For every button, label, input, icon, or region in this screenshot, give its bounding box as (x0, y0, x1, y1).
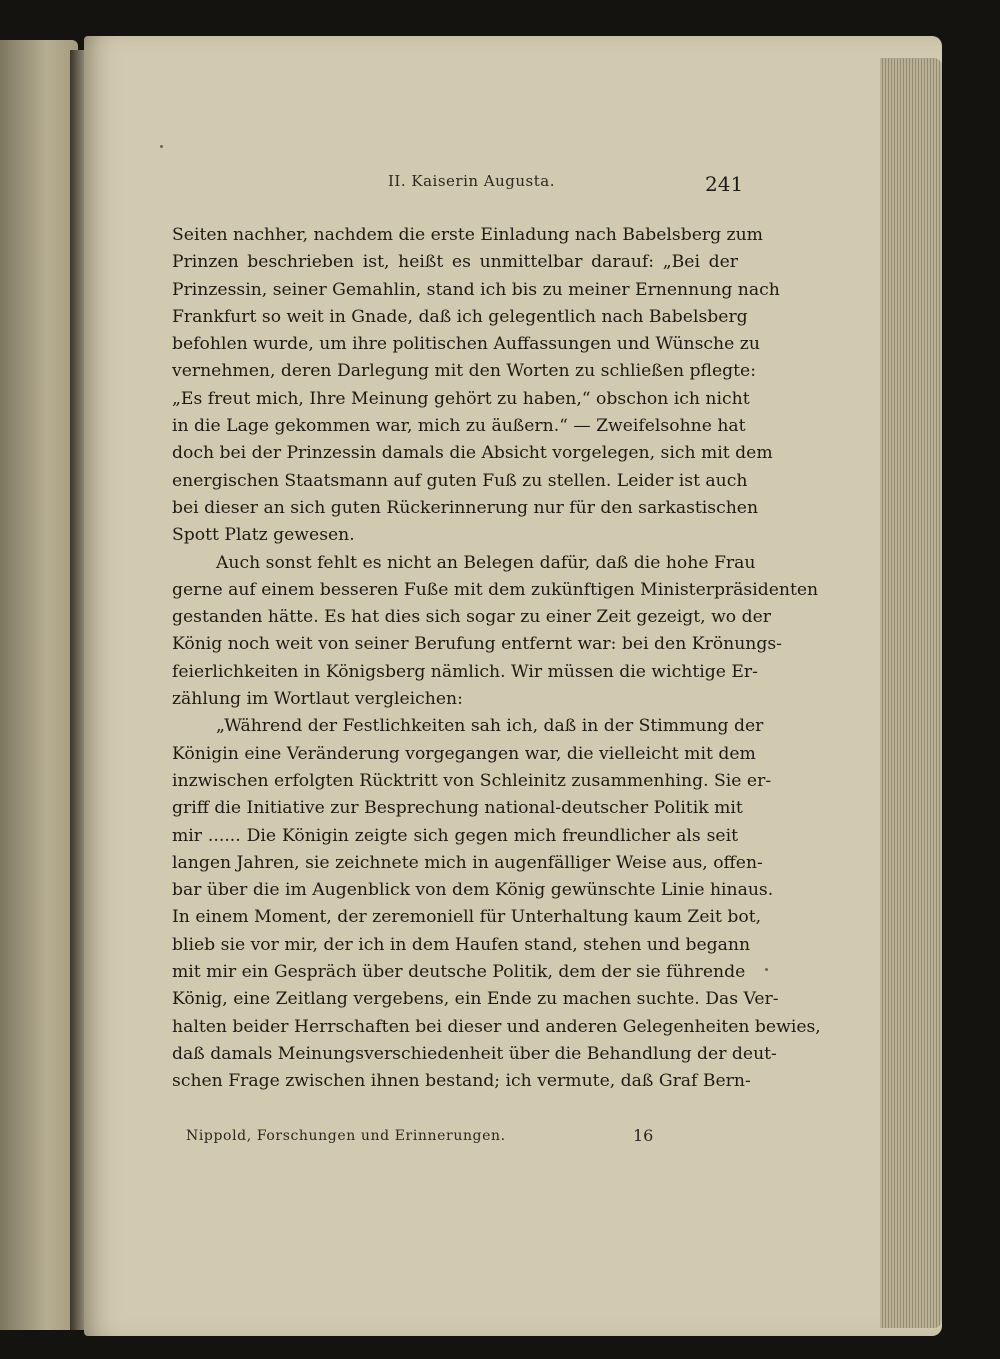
text-line: langen Jahren, sie zeichnete mich in augenfälliger Weise aus, offen- (172, 852, 763, 873)
text-line: „Es freut mich, Ihre Meinung gehört zu haben,“ obschon ich nicht (172, 388, 750, 409)
footer-signature: 16 (633, 1126, 654, 1145)
text-line: König, eine Zeitlang vergebens, ein Ende zu machen suchte. Das Ver- (172, 989, 779, 1010)
text-line: griff die Initiative zur Besprechung national-deutscher Politik mit (172, 798, 743, 819)
text-line: mir ...... Die Königin zeigte sich gegen mich freundlicher als seit (172, 825, 738, 846)
text-line: Frankfurt so weit in Gnade, daß ich gelegentlich nach Babelsberg (172, 306, 748, 327)
text-line: inzwischen erfolgten Rücktritt von Schleinitz zusammenhing. Sie er- (172, 770, 772, 791)
text-line: gestanden hätte. Es hat dies sich sogar zu einer Zeit gezeigt, wo der (172, 607, 772, 628)
text-line: Königin eine Veränderung vorgegangen war, die vielleicht mit dem (172, 743, 756, 764)
running-title: II. Kaiserin Augusta. (388, 172, 555, 190)
text-line: Prinzessin, seiner Gemahlin, stand ich bis zu meiner Ernennung nach (172, 279, 780, 300)
text-line: bei dieser an sich guten Rückerinnerung nur für den sarkastischen (172, 497, 759, 518)
text-line: vernehmen, deren Darlegung mit den Worten zu schließen pflegte: (172, 361, 756, 382)
page-stack-edges (880, 58, 942, 1328)
footer-author-line: Nippold, Forschungen und Erinnerungen. (186, 1128, 506, 1144)
text-line: mit mir ein Gespräch über deutsche Politik, dem der sie führende (172, 962, 746, 983)
text-line: daß damals Meinungsverschiedenheit über die Behandlung der deut- (172, 1043, 777, 1064)
text-line: doch bei der Prinzessin damals die Absicht vorgelegen, sich mit dem (172, 443, 773, 464)
paper-speck (160, 145, 163, 148)
text-line: In einem Moment, der zeremoniell für Unterhaltung kaum Zeit bot, (172, 907, 762, 928)
text-line: in die Lage gekommen war, mich zu äußern.“ — Zweifelsohne hat (172, 416, 746, 437)
text-line: Prinzen beschrieben ist, heißt es unmittelbar darauf: „Bei der (172, 252, 738, 273)
text-line: Auch sonst fehlt es nicht an Belegen dafür, daß die hohe Frau (216, 552, 756, 573)
text-line: König noch weit von seiner Berufung entfernt war: bei den Krönungs- (172, 634, 782, 655)
text-line: halten beider Herrschaften bei dieser und anderen Gelegenheiten bewies, (172, 1016, 821, 1037)
text-line: blieb sie vor mir, der ich in dem Haufen stand, stehen und begann (172, 934, 751, 955)
text-line: energischen Staatsmann auf guten Fuß zu stellen. Leider ist auch (172, 470, 748, 491)
text-line: Spott Platz gewesen. (172, 525, 355, 546)
text-line: zählung im Wortlaut vergleichen: (172, 689, 463, 710)
text-line: feierlichkeiten in Königsberg nämlich. Wir müssen die wichtige Er- (172, 661, 758, 682)
text-line: bar über die im Augenblick von dem König gewünschte Linie hinaus. (172, 880, 774, 901)
text-line: gerne auf einem besseren Fuße mit dem zukünftigen Ministerpräsidenten (172, 579, 819, 600)
text-line: „Während der Festlichkeiten sah ich, daß in der Stimmung der (216, 716, 764, 737)
text-line: schen Frage zwischen ihnen bestand; ich vermute, daß Graf Bern- (172, 1071, 751, 1092)
text-line: Seiten nachher, nachdem die erste Einladung nach Babelsberg zum (172, 225, 763, 245)
left-page-edge (0, 40, 78, 1330)
body-text (172, 222, 821, 1096)
page-number: 241 (705, 172, 744, 196)
paper-speck (765, 968, 768, 971)
text-line: befohlen wurde, um ihre politischen Auffassungen und Wünsche zu (172, 334, 760, 355)
